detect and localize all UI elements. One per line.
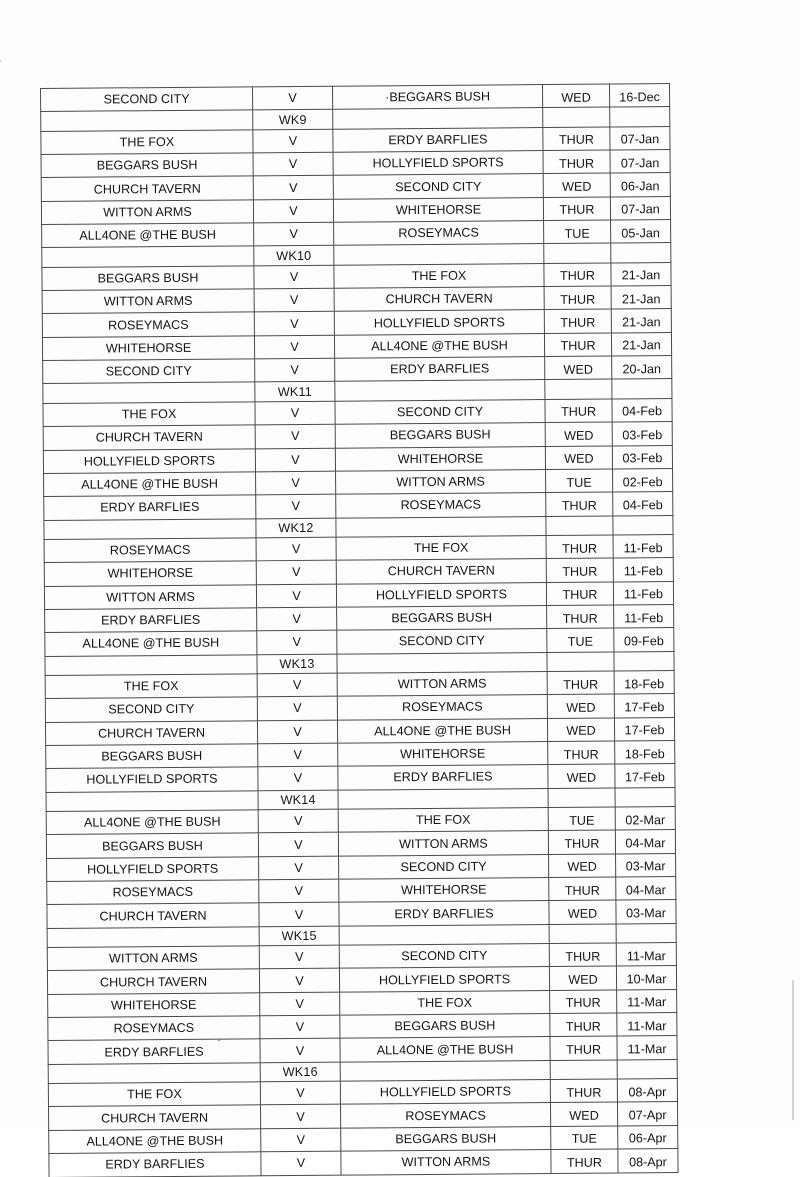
home-team: ERDY BARFLIES [48,1039,260,1064]
home-team: BEGGARS BUSH [42,266,254,291]
match-day: TUE [551,1126,618,1150]
match-date: 18-Feb [614,670,674,694]
match-day: THUR [546,558,613,582]
versus-marker: V [253,176,333,200]
match-day: THUR [544,263,611,287]
match-date: 21-Jan [611,332,671,356]
away-team: ROSEYMACS [336,493,546,518]
away-team: SECOND CITY [337,629,547,654]
empty-cell [46,790,258,811]
match-day: TUE [547,628,614,652]
match-day: WED [545,356,612,380]
versus-marker: V [253,199,333,223]
match-date: 04-Feb [612,398,672,422]
match-day: THUR [545,399,612,423]
versus-marker: V [256,537,336,561]
versus-marker: V [259,879,339,903]
versus-marker: V [256,494,336,518]
match-date: 08-Apr [618,1149,678,1173]
home-team: ALL4ONE @THE BUSH [42,223,254,248]
match-date: 07-Apr [617,1102,677,1126]
empty-cell [543,107,610,127]
match-day: THUR [544,309,611,333]
home-team: THE FOX [43,402,255,427]
versus-marker: V [259,969,339,993]
versus-marker: V [258,833,338,857]
empty-cell [617,1059,677,1079]
empty-cell [610,107,670,127]
match-date: 17-Feb [614,717,674,741]
home-team: ROSEYMACS [48,1016,260,1041]
home-team: ALL4ONE @THE BUSH [49,1129,261,1154]
versus-marker: V [258,766,338,790]
versus-marker: V [256,560,336,584]
away-team: THE FOX [334,263,544,288]
versus-marker: V [257,673,337,697]
home-team: CHURCH TAVERN [47,903,259,928]
home-team: WHITEHORSE [42,336,254,361]
away-team: ERDY BARFLIES [333,127,543,152]
match-day: TUE [546,469,613,493]
match-day: THUR [551,1149,618,1173]
match-day: THUR [548,741,615,765]
match-day: THUR [550,990,617,1014]
versus-marker: V [260,992,340,1016]
versus-marker: V [261,1128,341,1152]
match-date: 11-Feb [614,604,674,628]
away-team: WITTON ARMS [336,469,546,494]
versus-marker: V [257,607,337,631]
empty-cell [616,923,676,943]
match-day: THUR [550,1013,617,1037]
away-team: SECOND CITY [335,399,545,424]
away-team: ALL4ONE @THE BUSH [337,718,547,743]
empty-cell [47,927,259,948]
match-date: 03-Feb [612,422,672,446]
match-day: THUR [543,127,610,151]
match-date: 08-Apr [617,1079,677,1103]
match-date: 07-Jan [610,196,670,220]
home-team: WHITEHORSE [48,993,260,1018]
match-day: WED [542,84,609,108]
match-day: THUR [544,286,611,310]
home-team: WITTON ARMS [42,289,254,314]
empty-cell [44,518,256,539]
home-team: WITTON ARMS [47,946,259,971]
match-day: THUR [546,492,613,516]
away-team: ERDY BARFLIES [335,357,545,382]
empty-cell [545,379,612,399]
home-team: HOLLYFIELD SPORTS [47,856,259,881]
versus-marker: V [257,630,337,654]
empty-cell [41,110,253,131]
away-team: BEGGARS BUSH [340,1014,550,1039]
match-date: 03-Mar [616,853,676,877]
match-date: 11-Mar [617,989,677,1013]
versus-marker: V [255,424,335,448]
home-team: ERDY BARFLIES [45,608,257,633]
match-date: 04-Feb [613,492,673,516]
match-day: WED [549,854,616,878]
match-date: 05-Jan [611,220,671,244]
home-team: ROSEYMACS [47,880,259,905]
match-day: THUR [544,333,611,357]
away-team: SECOND CITY [339,854,549,879]
match-date: 18-Feb [615,741,675,765]
away-team: CHURCH TAVERN [334,287,544,312]
match-day: THUR [547,605,614,629]
versus-marker: V [253,129,333,153]
away-team: BEGGARS BUSH [337,605,547,630]
match-date: 07-Jan [610,150,670,174]
versus-marker: V [254,222,334,246]
empty-cell [614,651,674,671]
empty-cell [333,108,543,129]
empty-cell [48,1063,260,1084]
match-day: THUR [546,582,613,606]
empty-cell [546,516,613,536]
versus-marker: V [253,152,333,176]
away-team: HOLLYFIELD SPORTS [336,582,546,607]
home-team: CHURCH TAVERN [49,1105,261,1130]
away-team: ERDY BARFLIES [339,901,549,926]
away-team: HOLLYFIELD SPORTS [340,1080,550,1105]
match-day: THUR [543,197,610,221]
week-label: WK11 [255,382,335,402]
match-day: THUR [543,150,610,174]
versus-marker: V [258,743,338,767]
empty-cell [340,1060,550,1081]
empty-cell [613,515,673,535]
away-team: WHITEHORSE [333,197,543,222]
home-team: ERDY BARFLIES [49,1152,261,1177]
home-team: THE FOX [45,674,257,699]
week-label: WK16 [260,1062,340,1082]
fixtures-table-body [41,84,679,1177]
empty-cell [334,244,544,265]
away-team: HOLLYFIELD SPORTS [333,151,543,176]
versus-marker: V [255,358,335,382]
versus-marker: V [261,1151,341,1175]
match-day: WED [545,446,612,470]
match-day: WED [549,900,616,924]
match-date: 21-Jan [611,262,671,286]
fixture-sheet [40,83,667,1177]
empty-cell [615,787,675,807]
match-date: 11-Feb [613,581,673,605]
versus-marker: V [259,903,339,927]
match-date: 11-Mar [617,1013,677,1037]
match-date: 02-Mar [615,807,675,831]
versus-marker: V [256,584,336,608]
home-team: SECOND CITY [45,697,257,722]
versus-marker: V [257,696,337,720]
away-team: THE FOX [336,535,546,560]
empty-cell [611,243,671,263]
home-team: ROSEYMACS [44,538,256,563]
away-team: BEGGARS BUSH [341,1126,551,1151]
home-team: THE FOX [41,130,253,155]
match-date: 21-Jan [611,286,671,310]
match-date: 20-Jan [612,356,672,380]
home-team: SECOND CITY [43,359,255,384]
away-team: ·BEGGARS BUSH [332,85,542,110]
match-day: THUR [547,671,614,695]
home-team: BEGGARS BUSH [46,833,258,858]
match-date: 16-Dec [609,84,669,108]
away-team: ERDY BARFLIES [338,765,548,790]
empty-cell [548,788,615,808]
match-day: THUR [550,1079,617,1103]
empty-cell [336,516,546,537]
away-team: HOLLYFIELD SPORTS [334,310,544,335]
versus-marker: V [260,1015,340,1039]
fixture-row [49,1149,678,1177]
match-date: 06-Jan [610,173,670,197]
versus-marker: V [259,945,339,969]
match-date: 07-Jan [610,126,670,150]
match-date: 03-Feb [612,445,672,469]
home-team: ALL4ONE @THE BUSH [44,472,256,497]
versus-marker: V [254,265,334,289]
away-team: WITTON ARMS [337,671,547,696]
week-label: WK14 [258,790,338,810]
home-team: HOLLYFIELD SPORTS [46,767,258,792]
match-day: THUR [546,535,613,559]
match-day: WED [548,764,615,788]
home-team: CHURCH TAVERN [43,425,255,450]
match-day: THUR [549,943,616,967]
versus-marker: V [254,312,334,336]
match-date: 09-Feb [614,628,674,652]
empty-cell [335,380,545,401]
versus-marker: V [255,401,335,425]
week-label: WK9 [253,110,333,130]
match-day: WED [550,1102,617,1126]
away-team: WHITEHORSE [338,742,548,767]
home-team: WITTON ARMS [41,200,253,225]
versus-marker: V [254,288,334,312]
home-team: HOLLYFIELD SPORTS [43,448,255,473]
scan-speck [218,1039,220,1041]
fixtures-table [40,83,679,1177]
home-team: CHURCH TAVERN [45,720,257,745]
match-day: THUR [549,877,616,901]
away-team: SECOND CITY [333,174,543,199]
away-team: WHITEHORSE [339,878,549,903]
match-date: 04-Mar [615,830,675,854]
versus-marker: V [254,335,334,359]
match-day: THUR [548,830,615,854]
match-date: 04-Mar [616,877,676,901]
week-label: WK12 [256,518,336,538]
week-label: WK13 [257,654,337,674]
empty-cell [339,924,549,945]
empty-cell [337,652,547,673]
week-label: WK10 [254,246,334,266]
home-team: CHURCH TAVERN [41,176,253,201]
empty-cell [43,382,255,403]
home-team: ERDY BARFLIES [44,495,256,520]
away-team: HOLLYFIELD SPORTS [339,967,549,992]
home-team: CHURCH TAVERN [47,969,259,994]
versus-marker: V [257,720,337,744]
empty-cell [338,788,548,809]
home-team: ROSEYMACS [42,312,254,337]
versus-marker: V [260,1105,340,1129]
home-team: THE FOX [48,1082,260,1107]
away-team: THE FOX [340,990,550,1015]
versus-marker: V [256,471,336,495]
versus-marker: V [255,448,335,472]
match-date: 02-Feb [613,468,673,492]
away-team: SECOND CITY [339,944,549,969]
match-day: WED [545,422,612,446]
match-date: 06-Apr [618,1125,678,1149]
versus-marker: V [259,856,339,880]
match-date: 10-Mar [616,966,676,990]
home-team: ALL4ONE @THE BUSH [45,631,257,656]
home-team: SECOND CITY [41,87,253,112]
match-day: WED [547,694,614,718]
home-team: WITTON ARMS [44,584,256,609]
week-label: WK15 [259,926,339,946]
match-date: 11-Mar [617,1036,677,1060]
versus-marker: V [252,86,332,110]
versus-marker: V [260,1039,340,1063]
match-date: 21-Jan [611,309,671,333]
home-team: BEGGARS BUSH [41,153,253,178]
match-day: WED [549,966,616,990]
match-day: WED [547,718,614,742]
match-date: 11-Feb [613,558,673,582]
versus-marker: V [260,1081,340,1105]
match-date: 17-Feb [615,764,675,788]
empty-cell [549,924,616,944]
away-team: ROSEYMACS [334,221,544,246]
empty-cell [547,652,614,672]
empty-cell [42,246,254,267]
match-day: TUE [544,220,611,244]
empty-cell [544,243,611,263]
away-team: THE FOX [338,808,548,833]
match-day: THUR [550,1036,617,1060]
match-date: 11-Mar [616,943,676,967]
away-team: WITTON ARMS [338,831,548,856]
away-team: ALL4ONE @THE BUSH [334,333,544,358]
away-team: ROSEYMACS [337,695,547,720]
away-team: CHURCH TAVERN [336,559,546,584]
home-team: WHITEHORSE [44,561,256,586]
empty-cell [45,654,257,675]
away-team: ROSEYMACS [340,1103,550,1128]
match-date: 11-Feb [613,534,673,558]
away-team: ALL4ONE @THE BUSH [340,1037,550,1062]
match-day: WED [543,173,610,197]
match-day: TUE [548,807,615,831]
home-team: BEGGARS BUSH [46,744,258,769]
empty-cell [550,1060,617,1080]
home-team: ALL4ONE @THE BUSH [46,810,258,835]
away-team: WITTON ARMS [341,1150,551,1175]
match-date: 17-Feb [614,694,674,718]
scan-edge-shadow [792,980,794,1120]
paper-corner-mark [0,60,14,122]
away-team: WHITEHORSE [335,446,545,471]
empty-cell [612,379,672,399]
match-date: 03-Mar [616,900,676,924]
versus-marker: V [258,809,338,833]
away-team: BEGGARS BUSH [335,423,545,448]
